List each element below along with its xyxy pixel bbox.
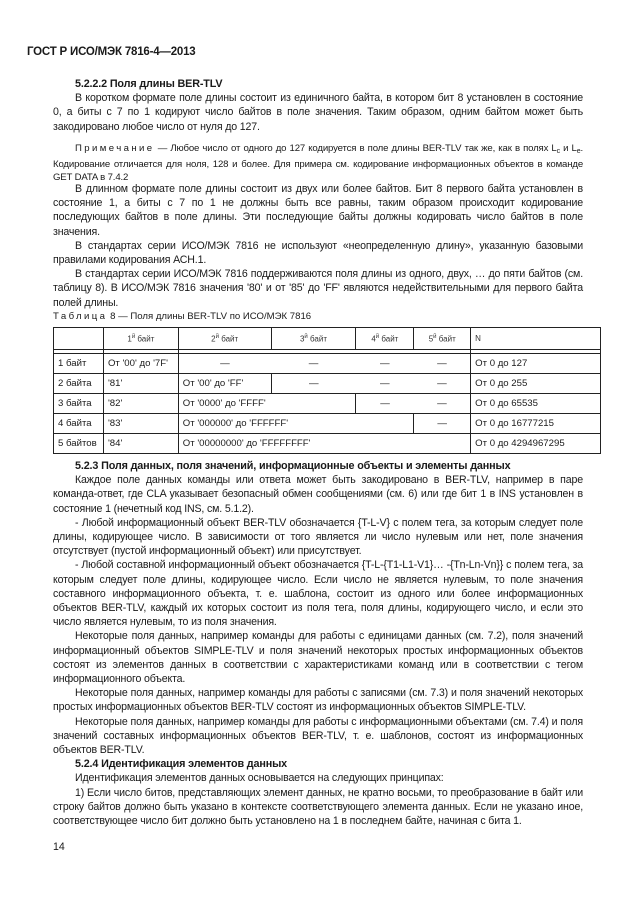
section-5-2-3	[53, 459, 583, 828]
table-row: 4 байта '83' От '000000' до 'FFFFFF' — От 0 до 16777215	[54, 414, 601, 434]
paragraph: Некоторые поля данных, например команды для работы с единицами данных (см. 7.2), поля значений информационный объектов SIMPLE-TLV и поля значений некоторых простых информационных объектов состоят из элементов данных в соответствии с характеристиками команд или в соответствии с тегом информационного объекта.	[53, 630, 583, 686]
paragraph: Некоторые поля данных, например команды для работы с записями (см. 7.3) и поля значений некоторых простых информационных объектов BER-TLV состоят из информационных объектов SIMPLE-TLV.	[53, 687, 583, 714]
paragraph: В коротком формате поле длины состоит из единичного байта, в котором бит 8 установлен в состояние 0, а биты с 7 по 1 кодируют число байтов в поле значения. Таким образом, одним байтом может быть закодировано любое число от нуля до 127.	[53, 92, 583, 133]
table-row: 5 байтов '84' От '00000000' до 'FFFFFFFF' От 0 до 4294967295	[54, 434, 601, 454]
document-header: ГОСТ Р ИСО/МЭК 7816-4—2013	[27, 46, 196, 58]
table-header-row	[54, 328, 601, 350]
paragraph: - Любой составной информационный объект обозначается {T-L-{T1-L1-V1}… -{Tn-Ln-Vn}} с полем тега, за которым следует поле длины, кодирующее число. Если число не является нулевым, то поле значения составного информационного объекта, т. е. шаблона, состоит из одного или более информационных объектов BER-TLV, каждый их которых состоит из поля тега, поля длины, кодирующего число, и если это число является нулевым, то из поля значения.	[53, 559, 583, 629]
section-5-2-2-2	[53, 77, 583, 134]
table-row: 1 байт От '00' до '7F' — — — — От 0 до 127	[54, 354, 601, 374]
paragraph: Некоторые поля данных, например команды для работы с информационными объектами (см. 7.4) и поля значений составных информационных объектов BER-TLV, т. е. шаблонов, состоят из информационных объектов BER-TLV.	[53, 715, 583, 757]
column-header: $5^й$ байт	[414, 328, 471, 350]
column-header: $2^й$ байт	[178, 328, 271, 350]
note-label: Примечание	[75, 143, 155, 154]
section-heading: 5.2.2.2 Поля длины BER-TLV	[75, 78, 223, 90]
paragraph: - Любой информационный объект BER-TLV обозначается {T-L-V} с полем тега, за которым следует поле длины, кодирующее число. В зависимости от того является ли число нулевым или нет, поле значения отсутствует (пустой информационный объект) или присутствует.	[53, 516, 583, 558]
note: Примечание — Любое число от одного до 127 кодируется в поле длины BER-TLV так же, как в полях $L_c$ и $L_e$. Кодирование отличается для ноля, 128 и более. Для примера см. кодирование информационных объектов в команде GET DATA в 7.4.2	[53, 143, 583, 184]
paragraph: В длинном формате поле длины состоит из двух или более байтов. Бит 8 первого байта установлен в состояние 1, а биты с 7 по 1 не должны быть все равны, таким образом происходит кодирование последующих байтов в поле длины. Эти последующие байты должны кодировать число байтов в поле значения.	[53, 183, 583, 238]
table-row: 2 байта '81' От '00' до 'FF' — — — От 0 до 255	[54, 374, 601, 394]
paragraph: 1) Если число битов, представляющих элемент данных, не кратно восьми, то преобразование в байт или строку байтов должно быть указано в контексте соответствующего элемента данных. Если не указано иное, соответствующее число бит должно быть установлено на 1 в последнем байте, начиная с бита 1.	[53, 786, 583, 828]
page-number: 14	[53, 841, 65, 853]
column-header: $3^й$ байт	[271, 328, 356, 350]
column-header: $4^й$ байт	[356, 328, 414, 350]
length-fields-table	[53, 327, 601, 454]
paragraph: Идентификация элементов данных основывается на следующих принципах:	[75, 772, 444, 785]
section-heading: 5.2.3 Поля данных, поля значений, информационные объекты и элементы данных	[75, 460, 511, 472]
paragraph: В стандартах серии ИСО/МЭК 7816 не используют «неопределенную длину», указанную базовыми правилами кодирования АСН.1.	[53, 239, 583, 267]
table-caption: Таблица 8 — Поля длины BER-TLV по ИСО/МЭК 7816	[53, 311, 312, 322]
section-heading: 5.2.4 Идентификация элементов данных	[75, 758, 288, 771]
column-header: N	[471, 328, 601, 350]
column-header: $1^й$ байт	[103, 328, 178, 350]
paragraph: В стандартах серии ИСО/МЭК 7816 поддерживаются поля длины из одного, двух, … до пяти байтов (см. таблицу 8). В ИСО/МЭК 7816 значения '80' и от '85' до 'FF' являются недействительными для первого байта полей длины.	[53, 268, 583, 309]
section-5-2-2-2-cont	[53, 182, 583, 310]
paragraph: Каждое поле данных команды или ответа может быть закодировано в BER-TLV, например в паре команда-ответ, где CLA указывает безопасный обмен сообщениями (см. 6) или где бит 1 в INS установлен в состояние 1 (нечетный код INS, см. 5.1.2).	[53, 474, 583, 515]
table-row: 3 байта '82' От '0000' до 'FFFF' — — От 0 до 65535	[54, 394, 601, 414]
